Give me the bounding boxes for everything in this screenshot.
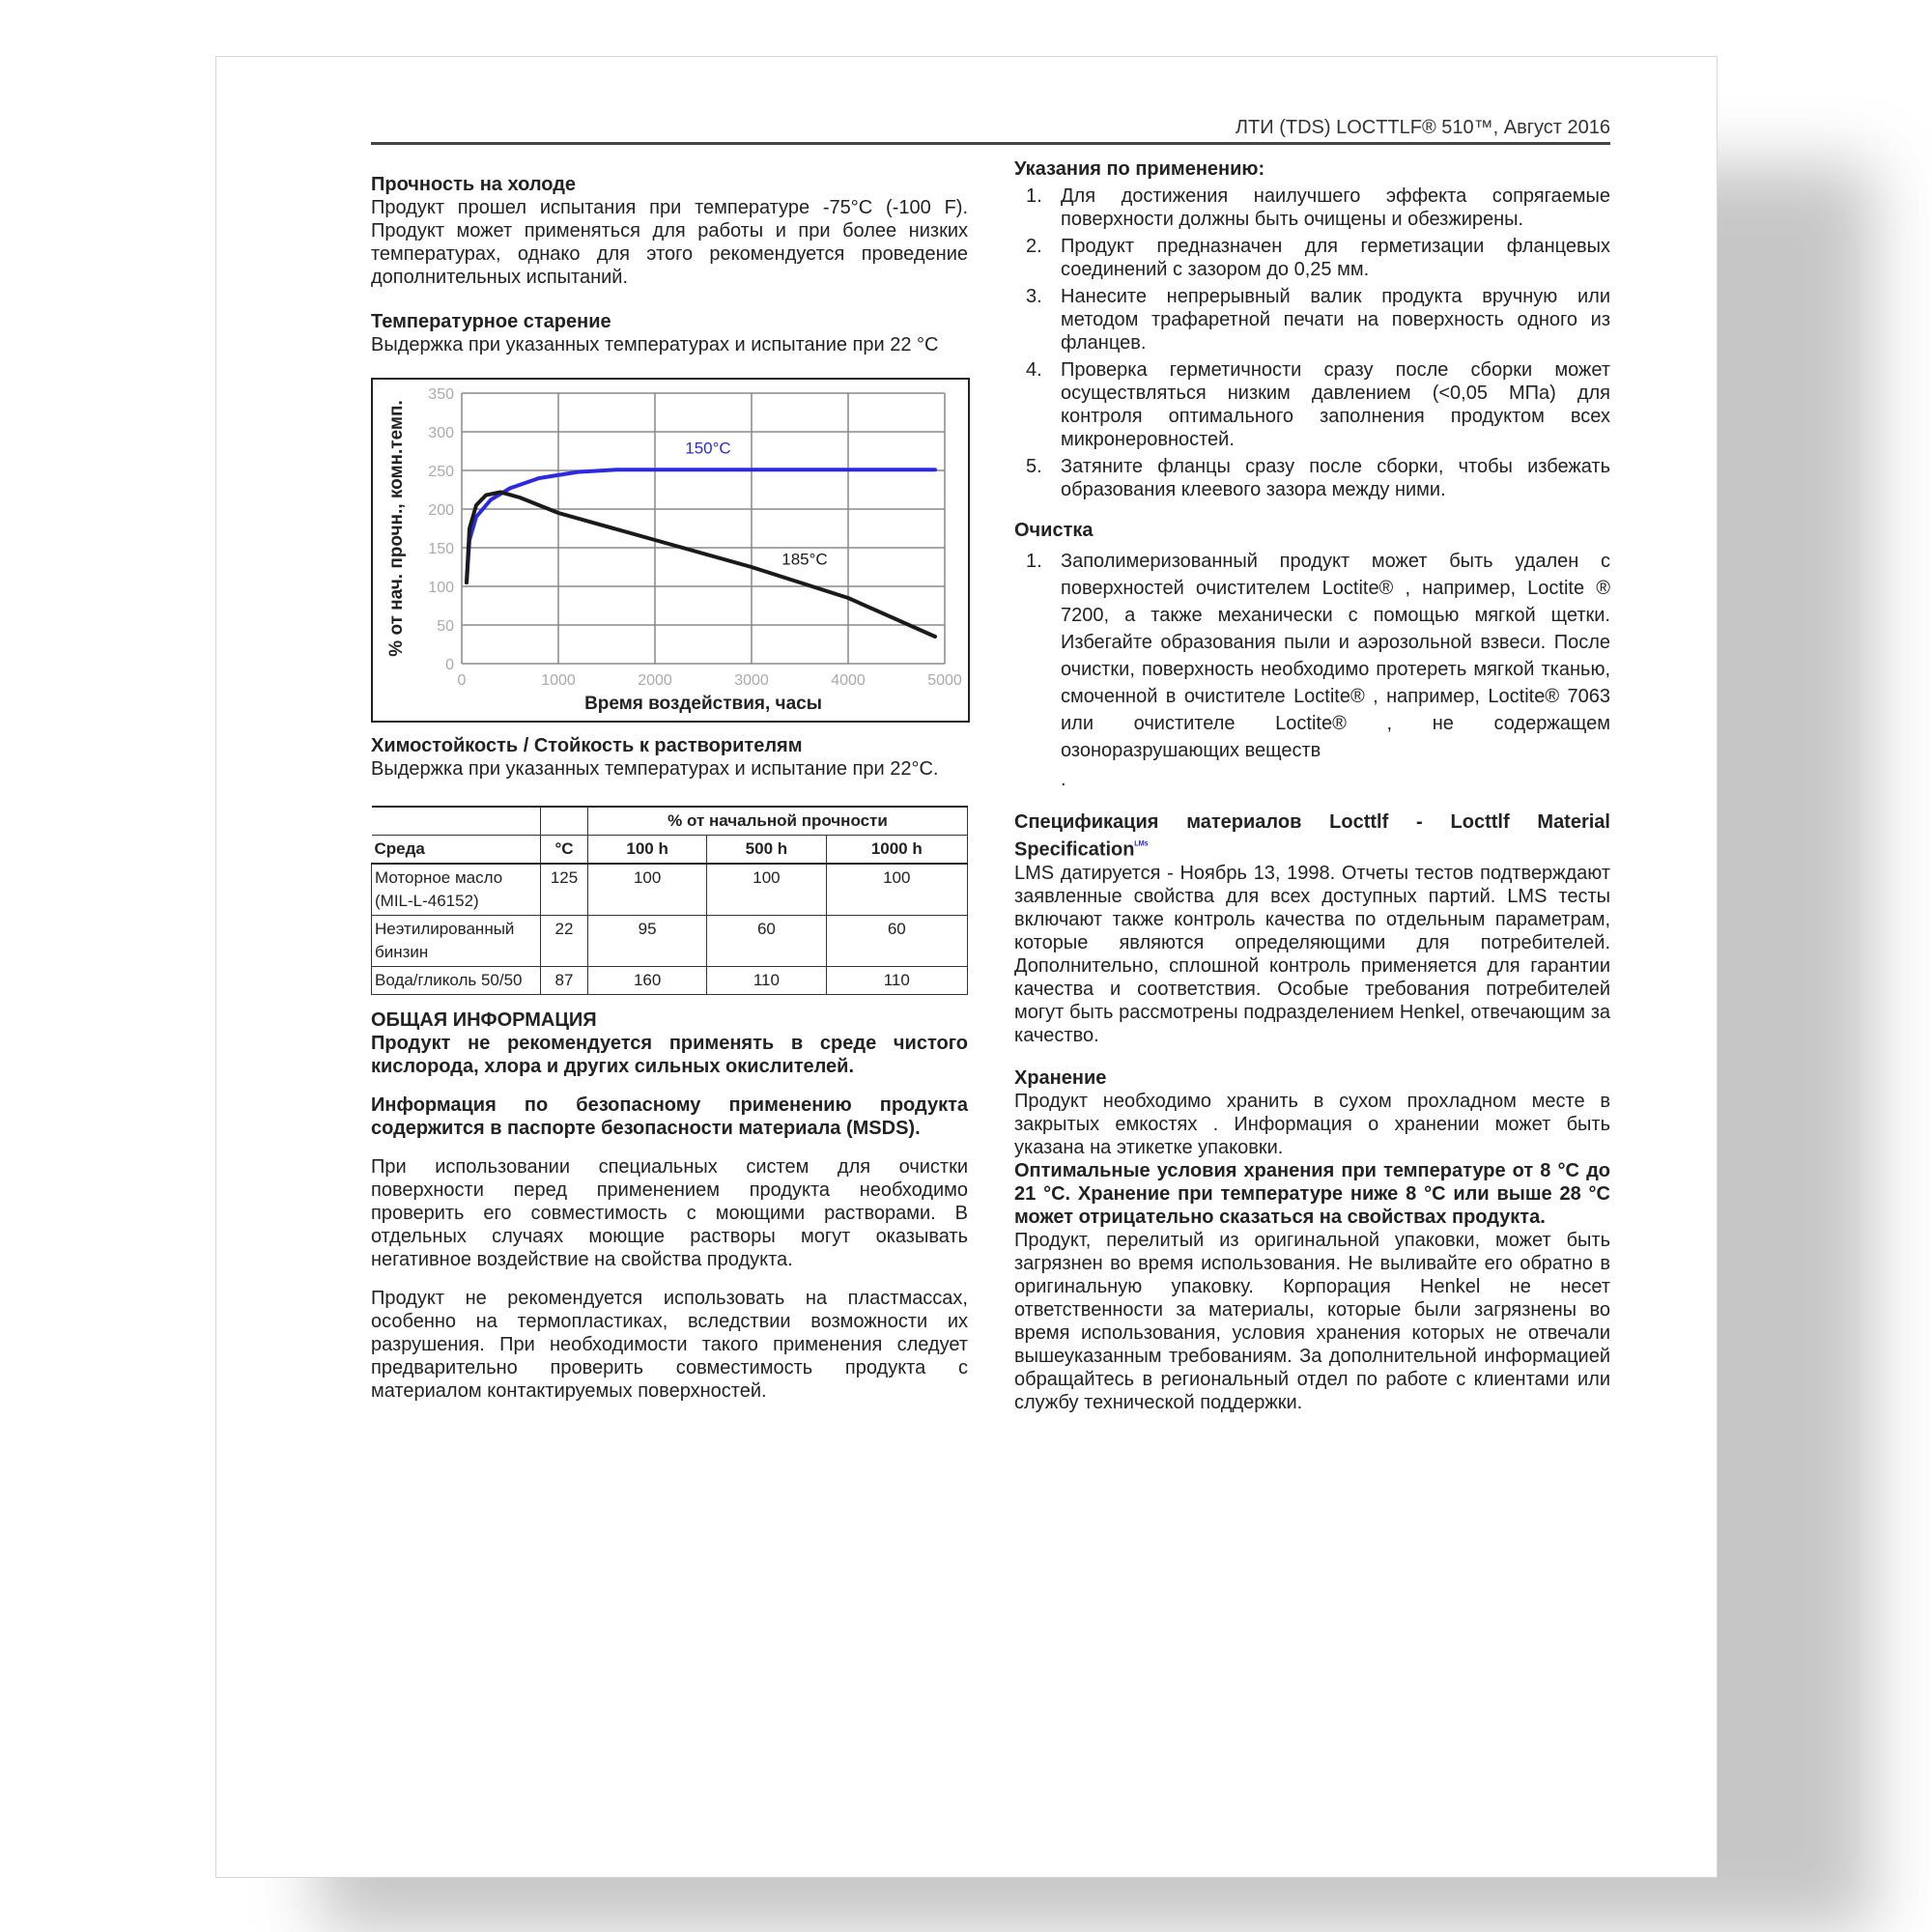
y-tick-label: 50 <box>437 618 454 635</box>
heat-aging-title: Температурное старение <box>371 311 611 332</box>
storage-optimal-conditions: Оптимальные условия хранения при температуре от 8 °C до 21 °C. Хранение при температуре ниже 8 °C или выше 28 °C может отрицательно сказаться на свойствах продукта. <box>1014 1159 1610 1228</box>
y-tick-label: 350 <box>428 386 454 403</box>
y-tick-label: 150 <box>428 541 454 557</box>
list-item-number: 5. <box>1026 456 1042 477</box>
storage-title: Хранение <box>1014 1066 1107 1089</box>
list-item <box>1014 548 1610 764</box>
list-item-text: Продукт предназначен для герметизации фланцевых соединений с зазором до 0,25 мм. <box>1061 236 1610 280</box>
list-item-text: Нанесите непрерывный валик продукта вручную или методом трафаретной печати на поверхность одного из фланцев. <box>1061 286 1610 354</box>
heat-aging-text: Выдержка при указанных температурах и испытание при 22 °C <box>371 334 939 355</box>
x-tick-label: 0 <box>457 672 467 689</box>
y-tick-label: 0 <box>445 657 454 673</box>
table-cell-medium: Вода/гликоль 50/50 <box>372 967 541 995</box>
table-header-100h: 100 h <box>588 836 707 865</box>
table-header-medium: Среда <box>372 836 541 865</box>
y-tick-label: 250 <box>428 464 454 480</box>
list-item-text: Заполимеризованный продукт может быть удален с поверхностей очистителем Loctite® , например, Loctite ® 7200, а также механически с помощью мягкой щетки. Избегайте образования пыли и аэрозольной взвеси. После очистки, поверхность необходимо протереть мягкой тканью, смоченной в очистителе Loctite® , например, Loctite® 7063 или очистителе Loctite® , не содержащем озоноразрушающих веществ <box>1061 551 1610 761</box>
general-warning-oxidizers: Продукт не рекомендуется применять в среде чистого кислорода, хлора и других сильных окислителей. <box>371 1033 968 1077</box>
table-row <box>372 967 968 995</box>
list-item <box>1014 285 1610 355</box>
table-cell-temp: 125 <box>541 864 588 916</box>
y-axis-label: % от нач. прочн., комн.темп. <box>386 400 407 657</box>
heat-aging-chart <box>371 378 970 723</box>
table-header-1000h: 1000 h <box>826 836 967 865</box>
list-item-number: 4. <box>1026 359 1042 381</box>
list-item <box>1014 358 1610 451</box>
doc-header: ЛТИ (TDS) LOCTTLF® 510™, Август 2016 <box>1235 117 1610 138</box>
list-item-text: Затяните фланцы сразу после сборки, чтобы избежать образования клеевого зазора между ними. <box>1061 456 1610 500</box>
list-item-text: Для достижения наилучшего эффекта сопрягаемые поверхности должны быть очищены и обезжирены. <box>1061 185 1610 230</box>
left-column <box>371 157 968 1403</box>
table-header-temp: °C <box>541 836 588 865</box>
list-item-number: 2. <box>1026 236 1042 257</box>
cleanup-title: Очистка <box>1014 520 1094 541</box>
y-tick-label: 300 <box>428 425 454 441</box>
storage-text: Продукт необходимо хранить в сухом прохладном месте в закрытых емкостях . Информация о хранении может быть указана на этикетке упаковки. <box>1014 1090 1610 1158</box>
table-cell-500h: 60 <box>707 916 826 967</box>
table-cell-500h: 110 <box>707 967 826 995</box>
table-cell-medium: Моторное масло (MIL-L-46152) <box>372 864 541 916</box>
series-line-1 <box>467 492 935 637</box>
list-item <box>1014 455 1610 501</box>
application-list <box>1014 185 1610 501</box>
series-label: 185°C <box>781 550 828 569</box>
right-column <box>1014 157 1610 1414</box>
application-title: Указания по применению: <box>1014 158 1265 180</box>
series-line-0 <box>467 469 935 582</box>
list-item-number: 3. <box>1026 286 1042 307</box>
list-item-number: 1. <box>1026 185 1042 207</box>
table-cell-medium: Неэтилированный бинзин <box>372 916 541 967</box>
table-cell-temp: 87 <box>541 967 588 995</box>
table-row <box>372 864 968 916</box>
table-cell-100h: 100 <box>588 864 707 916</box>
table-header-500h: 500 h <box>707 836 826 865</box>
y-tick-label: 100 <box>428 580 454 596</box>
x-tick-label: 1000 <box>541 672 576 689</box>
table-cell-temp: 22 <box>541 916 588 967</box>
x-axis-label: Время воздействия, часы <box>584 694 822 714</box>
material-spec-text: LMS датируется - Ноябрь 13, 1998. Отчеты тестов подтверждают заявленные свойства для всех доступных партий. LMS тесты включают также контроль качества по отдельным параметрам, которые являются определяющими для потребителей. Дополнительно, сплошной контроль применяется для гарантии качества и соответствия. Особые требования потребителей могут быть рассмотрены подразделением Henkel, отвечающим за качество. <box>1014 862 1610 1046</box>
list-item <box>1014 185 1610 231</box>
chem-resistance-title: Химостойкость / Стойкость к растворителям <box>371 735 803 756</box>
cold-strength-text: Продукт прошел испытания при температуре -75°C (-100 F). Продукт может применяться для работы и при более низких температурах, однако для этого рекомендуется проведение дополнительных испытаний. <box>371 197 968 288</box>
table-group-header: % от начальной прочности <box>588 807 968 836</box>
table-cell-100h: 160 <box>588 967 707 995</box>
series-label: 150°C <box>685 439 731 458</box>
cleanup-trailing-dot: . <box>1061 769 1066 790</box>
header-rule <box>371 142 1610 145</box>
x-tick-label: 5000 <box>927 672 962 689</box>
table-cell-500h: 100 <box>707 864 826 916</box>
table-blank-cell <box>541 807 588 836</box>
x-tick-label: 4000 <box>831 672 866 689</box>
y-tick-label: 200 <box>428 502 454 519</box>
table-cell-100h: 95 <box>588 916 707 967</box>
table-blank-cell <box>372 807 541 836</box>
general-plastics-note: Продукт не рекомендуется использовать на пластмассах, особенно на термопластиках, вследствии возможности их разрушения. При необходимости такого применения следует предварительно проверить совместимость продукта с материалом контактируемых поверхностей. <box>371 1288 968 1402</box>
document-page <box>215 56 1718 1878</box>
table-cell-1000h: 60 <box>826 916 967 967</box>
chem-resistance-text: Выдержка при указанных температурах и испытание при 22°C. <box>371 758 939 780</box>
x-tick-label: 3000 <box>734 672 769 689</box>
chart-svg <box>373 380 968 721</box>
x-tick-label: 2000 <box>638 672 672 689</box>
chem-resistance-table <box>371 806 968 995</box>
material-spec-title-text: Спецификация материалов Locttlf - Locttlf Material Specification <box>1014 811 1610 861</box>
list-item-text: Проверка герметичности сразу после сборки может осуществляться низким давлением (<0,05 МПа) для контроля оптимального заполнения продуктом всех микронеровностей. <box>1061 359 1610 450</box>
storage-contamination-note: Продукт, перелитый из оригинальной упаковки, может быть загрязнен во время использования. Не выливайте его обратно в оригинальную упаковку. Корпорация Henkel не несет ответственности за материалы, которые были загрязнены во время использования, условия хранения которых не отвечали вышеуказанным требованиям. За дополнительной информацией обращайтесь в региональный отдел по работе с клиентами или службу технической поддержки. <box>1014 1229 1610 1413</box>
cold-strength-title: Прочность на холоде <box>371 174 577 195</box>
table-cell-1000h: 100 <box>826 864 967 916</box>
list-item-number: 1. <box>1026 551 1042 572</box>
general-info-title: ОБЩАЯ ИНФОРМАЦИЯ <box>371 1009 597 1031</box>
general-cleaning-note: При использовании специальных систем для очистки поверхности перед применением продукта необходимо проверить его совместимость с моющими растворами. В отдельных случаях моющие растворы могут оказывать негативное воздействие на свойства продукта. <box>371 1156 968 1270</box>
material-spec-title <box>1014 810 1610 862</box>
list-item <box>1014 235 1610 281</box>
cleanup-list <box>1014 548 1610 764</box>
table-row <box>372 916 968 967</box>
material-spec-sup: ᴸᴹˢ <box>1134 839 1149 851</box>
general-msds-note: Информация по безопасному применению продукта содержится в паспорте безопасности материала (MSDS). <box>371 1094 968 1139</box>
table-cell-1000h: 110 <box>826 967 967 995</box>
